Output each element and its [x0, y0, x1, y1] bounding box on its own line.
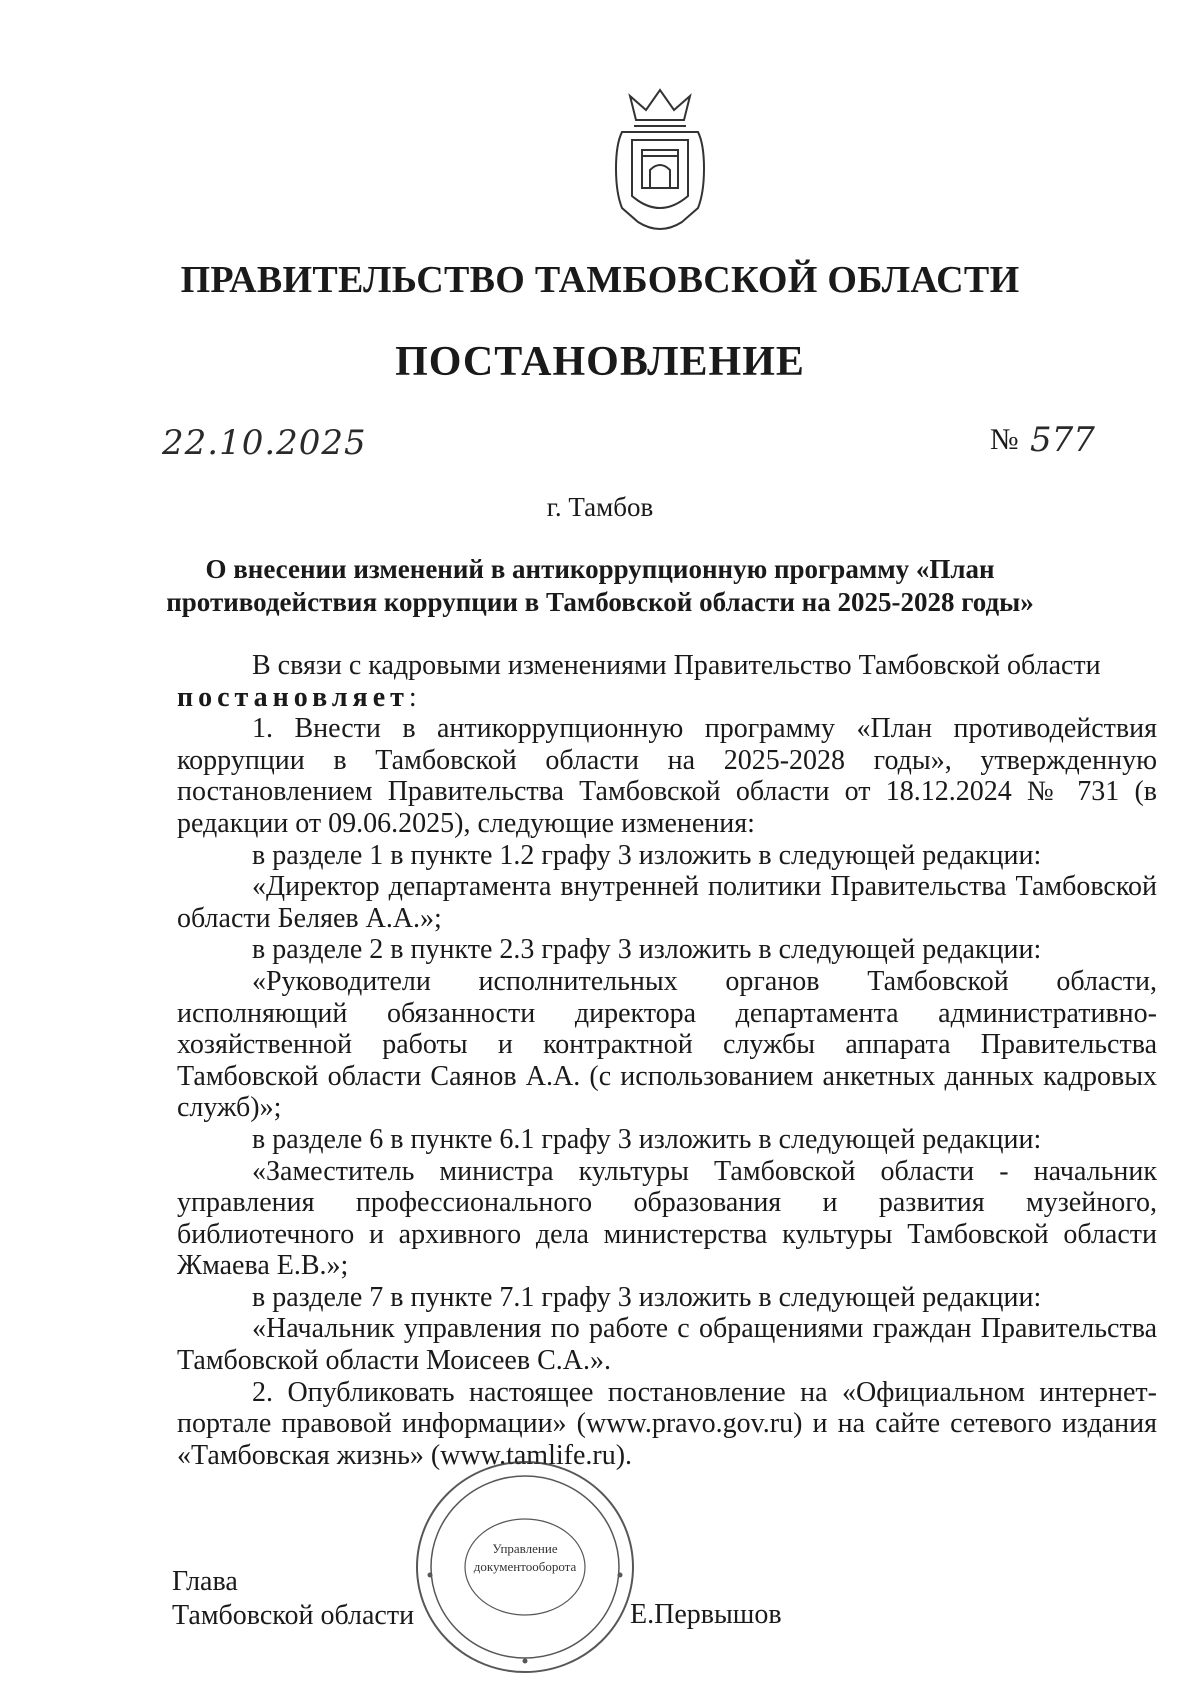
subject-line-1: О внесении изменений в антикоррупционную программу «План	[205, 554, 995, 584]
paragraph-section-2-text: «Руководители исполнительных органов Тамбовской области, исполняющий обязанности директора департамента административно-хозяйственной работы и контрактной службы аппарата Правительства Тамбовской области Саянов А.А. (с использованием анкетных данных кадровых служб)»;	[177, 965, 1157, 1124]
paragraph-section-2: в разделе 2 в пункте 2.3 графу 3 изложить в следующей редакции:	[252, 934, 1042, 966]
signer-position-line-2: Тамбовской области	[172, 1600, 415, 1631]
stamp-line-1: Управление	[492, 1541, 558, 1556]
paragraph-section-7-text: «Начальник управления по работе с обращениями граждан Правительства Тамбовской области Моисеев С.А.».	[177, 1313, 1157, 1377]
signer-position	[172, 1565, 414, 1633]
paragraph-section-7: в разделе 7 в пункте 7.1 графу 3 изложить в следующей редакции:	[252, 1281, 1042, 1313]
document-subject	[150, 553, 1050, 619]
city-name: г. Тамбов	[546, 492, 654, 522]
document-type-title: ПОСТАНОВЛЕНИЕ	[395, 339, 805, 385]
resolves-line	[177, 682, 1157, 714]
signer-position-line-1: Глава	[172, 1566, 238, 1597]
document-number: 577	[1030, 420, 1095, 460]
intro-paragraph: В связи с кадровыми изменениями Правительство Тамбовской области	[252, 650, 1101, 681]
resolves-word: постановляет	[177, 681, 409, 713]
document-date: 22.10.2025	[162, 423, 367, 463]
stamp-line-2: документооборота	[473, 1559, 577, 1574]
paragraph-section-6-text: «Заместитель министра культуры Тамбовской области - начальник управления профессионального образования и развития музейного, библиотечного и архивного дела министерства культуры Тамбовской области Жмаева Е.В.»;	[177, 1155, 1157, 1282]
stamp-center-text	[463, 1540, 587, 1576]
subject-line-2: противодействия коррупции в Тамбовской области на 2025-2028 годы»	[166, 587, 1034, 617]
paragraph-section-6: в разделе 6 в пункте 6.1 графу 3 изложить в следующей редакции:	[252, 1123, 1042, 1155]
paragraph-section-1: в разделе 1 в пункте 1.2 графу 3 изложить в следующей редакции:	[252, 839, 1042, 871]
signer-name: Е.Первышов	[630, 1599, 782, 1630]
coat-of-arms-emblem	[608, 88, 712, 238]
number-sign: №	[990, 423, 1019, 456]
government-title: ПРАВИТЕЛЬСТВО ТАМБОВСКОЙ ОБЛАСТИ	[180, 259, 1020, 301]
paragraph-1: 1. Внести в антикоррупционную программу «План противодействия коррупции в Тамбовской области на 2025-2028 годы», утвержденную постановлением Правительства Тамбовской области от 18.12.2024 № 731 (в редакции от 09.06.2025), следующие изменения:	[177, 713, 1157, 839]
document-body	[177, 650, 1157, 1471]
paragraph-2: 2. Опубликовать настоящее постановление на «Официальном интернет-портале правовой информации» (www.pravo.gov.ru) и на сайте сетевого издания «Тамбовская жизнь» (www.tamlife.ru).	[177, 1376, 1157, 1471]
paragraph-section-1-text: «Директор департамента внутренней политики Правительства Тамбовской области Беляев А.А.»;	[177, 871, 1157, 934]
resolves-colon: :	[408, 681, 417, 713]
